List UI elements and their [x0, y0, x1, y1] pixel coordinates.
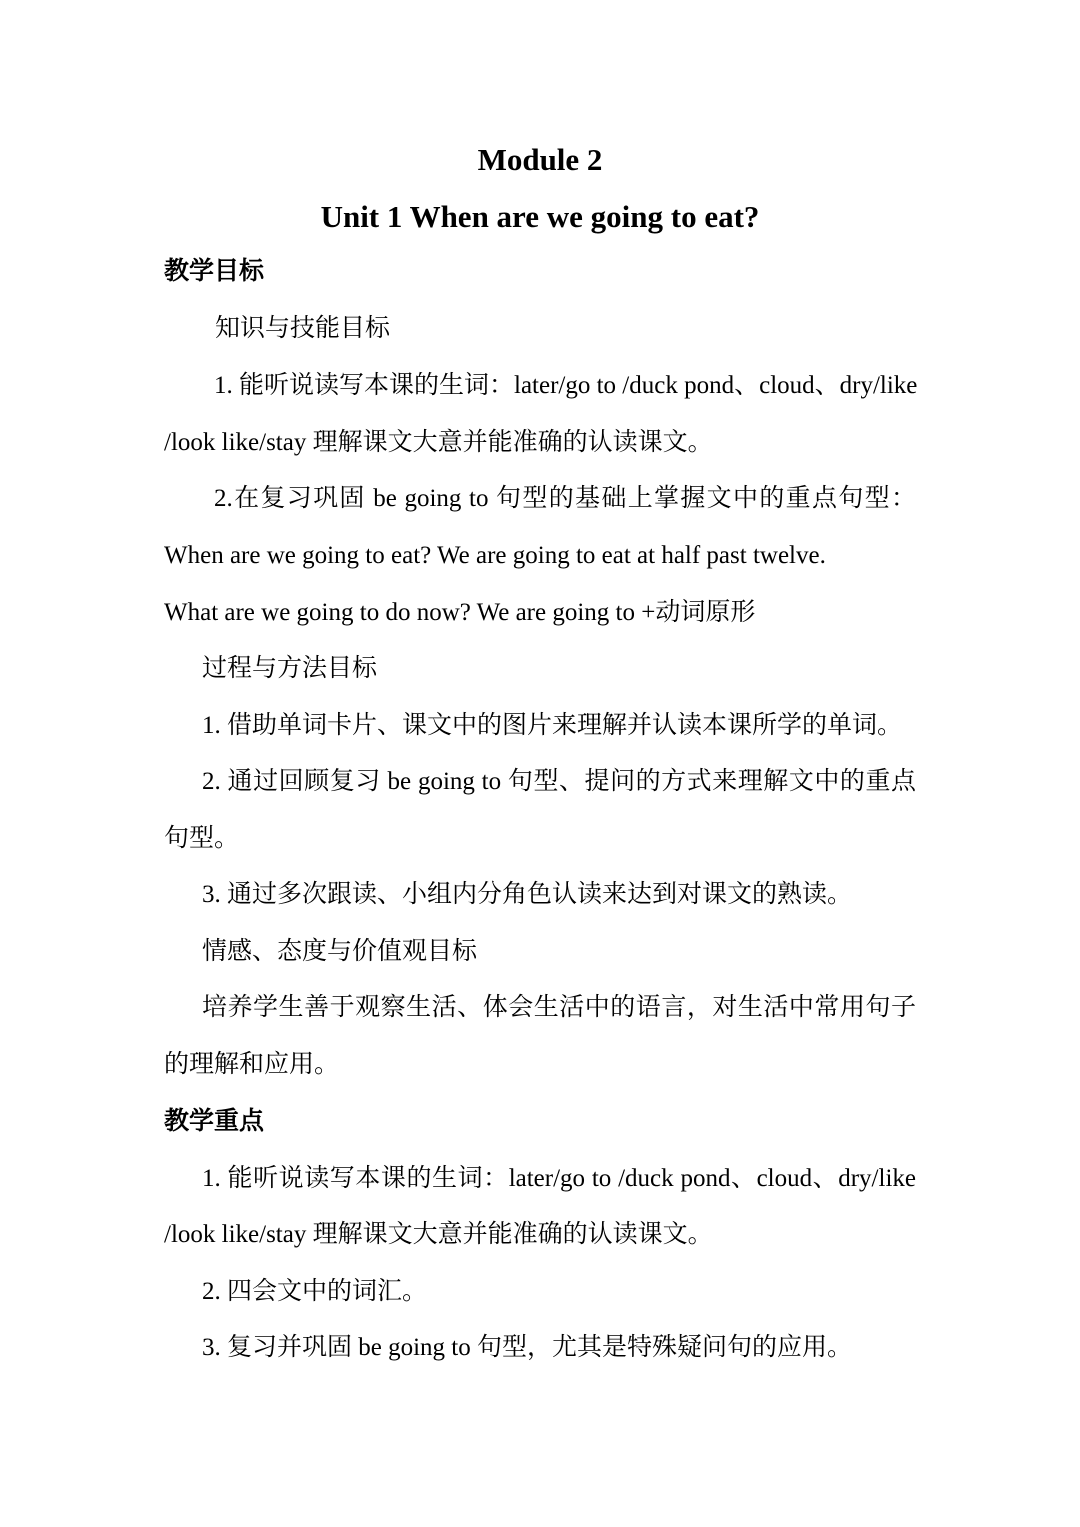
- knowledge-item1-line2: /look like/stay 理解课文大意并能准确的认读课文。: [164, 429, 713, 456]
- emotion-text-line2: 的理解和应用。: [164, 1051, 340, 1078]
- key-points-item1-line2: /look like/stay 理解课文大意并能准确的认读课文。: [164, 1221, 713, 1248]
- key-points-heading: 教学重点: [164, 1108, 265, 1135]
- key-points-item1-line1: 1. 能听说读写本课的生词：later/go to /duck pond、cloud、dry/like: [202, 1165, 916, 1192]
- knowledge-item2-line1: 2.在复习巩固 be going to 句型的基础上掌握文中的重点句型：: [214, 485, 916, 512]
- key-points-item2: 2. 四会文中的词汇。: [202, 1278, 428, 1305]
- process-item3: 3. 通过多次跟读、小组内分角色认读来达到对课文的熟读。: [202, 881, 853, 908]
- process-item2-line2: 句型。: [164, 825, 240, 852]
- knowledge-skills-label: 知识与技能目标: [215, 315, 391, 342]
- process-item1: 1. 借助单词卡片、课文中的图片来理解并认读本课所学的单词。: [202, 712, 903, 739]
- objectives-heading: 教学目标: [164, 258, 265, 285]
- emotion-text-line1: 培养学生善于观察生活、体会生活中的语言，对生活中常用句子: [202, 994, 916, 1021]
- emotion-attitude-label: 情感、态度与价值观目标: [202, 938, 478, 965]
- key-points-item3: 3. 复习并巩固 be going to 句型，尤其是特殊疑问句的应用。: [202, 1334, 852, 1361]
- document-subtitle: Unit 1 When are we going to eat?: [320, 199, 760, 234]
- knowledge-item1-line1: 1. 能听说读写本课的生词：later/go to /duck pond、cloud、dry/like: [214, 372, 918, 399]
- key-sentence-1: When are we going to eat? We are going to eat at half past twelve.: [164, 542, 826, 569]
- process-methods-label: 过程与方法目标: [202, 655, 378, 682]
- key-sentence-2: What are we going to do now? We are going to +动词原形: [164, 599, 756, 626]
- document-title: Module 2: [477, 142, 603, 177]
- process-item2-line1: 2. 通过回顾复习 be going to 句型、提问的方式来理解文中的重点: [202, 768, 916, 795]
